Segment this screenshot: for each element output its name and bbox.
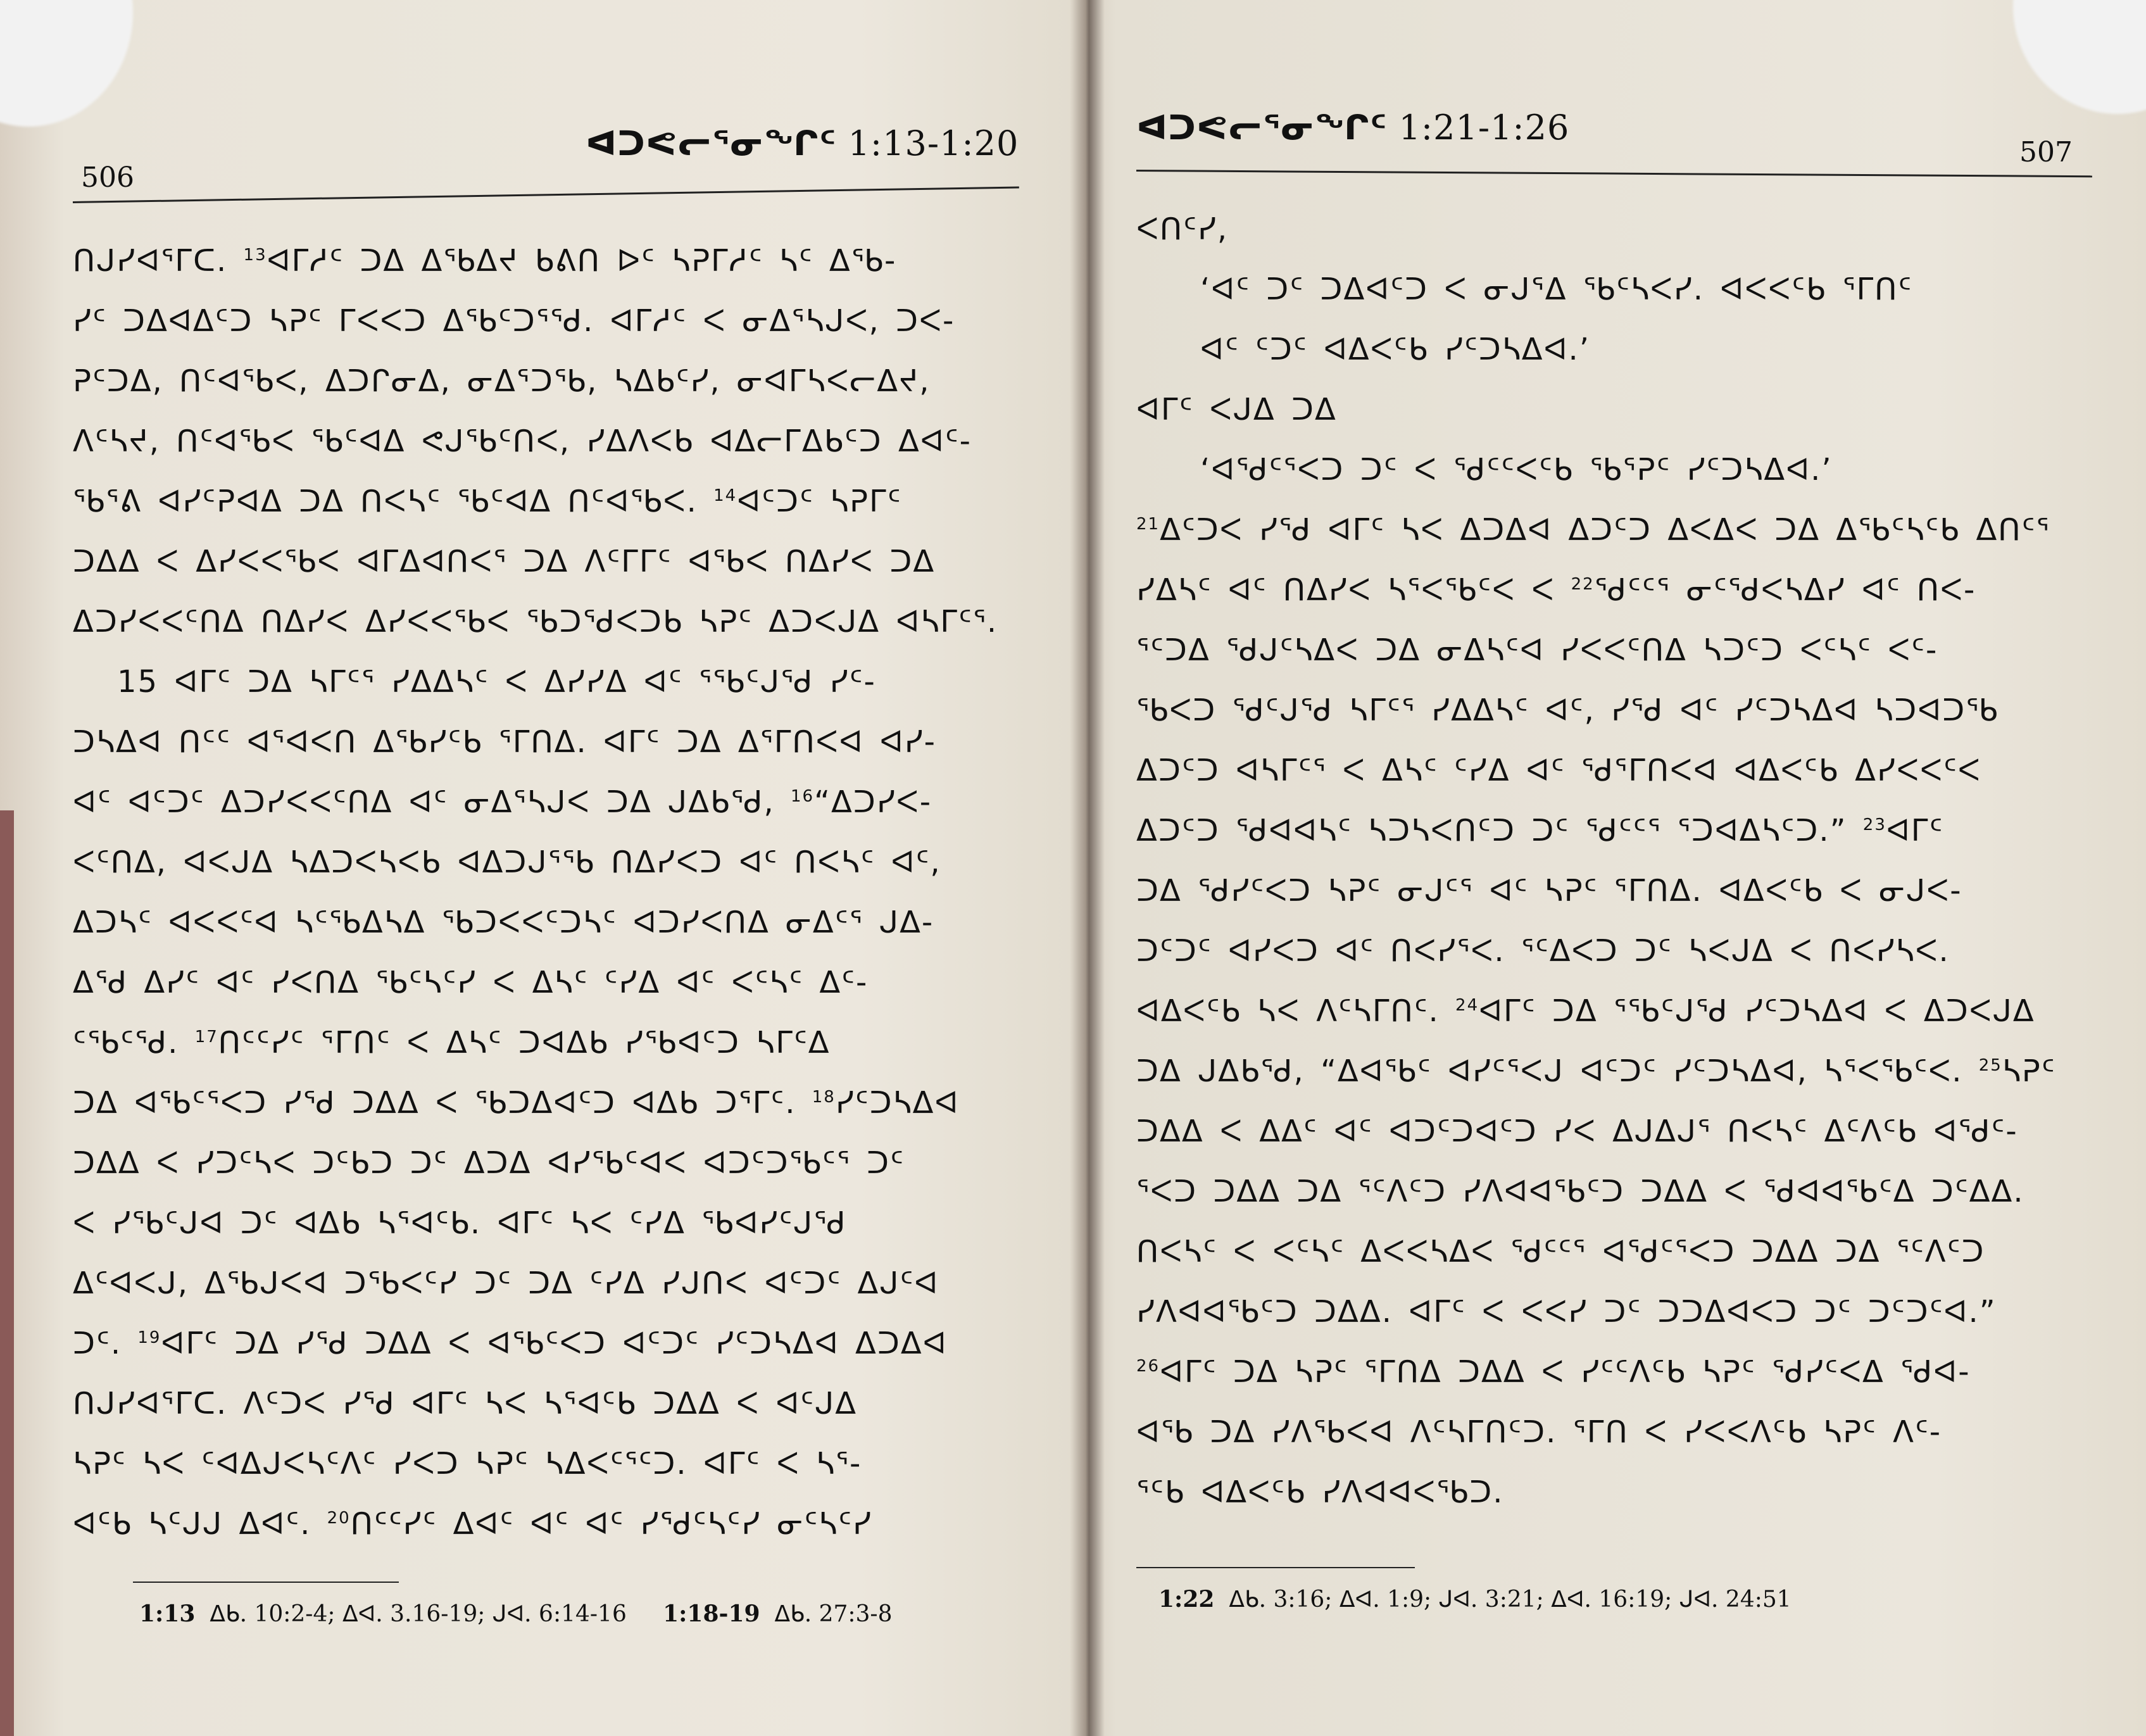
text-line: [1136, 861, 2099, 921]
text-line: [1136, 320, 2099, 380]
text-line: [1136, 981, 2099, 1041]
running-book-name: ᐊᑐᕙᓕᕐᓂᖏᑦ: [586, 123, 837, 163]
line-text: ᑐᓴᐃᐊ ᑎᑦᑦ ᐊᕐᐊᐸᑎ ᐃᖃᓯᑦᑲ ᕐᒥᑎᐃ. ᐊᒥᑦ ᑐᐃ ᐃᕐᒥᑎᐸᐊ ᐊᓯ-: [73, 724, 936, 760]
verse-number: 19: [137, 1328, 161, 1347]
line-text: ᓯᑦ ᑐᐃᐊᐃᑦᑐ ᓴᕈᑦ ᒥᐸᐸᑐ ᐃᖃᑦᑐᕐᖁ. ᐊᒥᓱᑦ ᐸ ᓂᐃᕐᓴᒍᐸ, ᑐᐸ-: [73, 303, 955, 339]
verse-number: 13: [243, 246, 267, 265]
verse-number: 24: [1455, 996, 1479, 1015]
line-text: ᓯᐱᐊᐊᖃᑦᑐ ᑐᐃᐃ. ᐊᒥᑦ ᐸ ᐸᐸᓯ ᑐᑦ ᑐᑐᐃᐊᐸᑐ ᑐᑦ ᑐᑦᑐᑦᐊ.”: [1136, 1294, 1997, 1330]
text-line: [73, 351, 1029, 412]
line-text: ᐱᑦᓴᔪ, ᑎᑦᐊᖃᐸ ᖃᑦᐊᐃ ᕙᒍᖃᑦᑎᐸ, ᓯᐃᐱᐸᑲ ᐊᐃᓕᒥᐃᑲᑦᑐ ᐃᐊᑦ-: [73, 424, 972, 459]
line-text: ᑦᖃᑦᖁ.: [73, 1025, 195, 1060]
line-text: ᐊᒥᓱᑦ ᑐᐃ ᐃᖃᐃᔪ ᑲᕕᑎ ᐅᑦ ᓴᕈᒥᓱᑦ ᓴᑦ ᐃᖃ-: [267, 243, 897, 279]
line-text: ᑐᐃ ᒍᐃᑲᖁ, “ᐃᐊᖃᑦ ᐊᓯᑦᕐᐸᒍ ᐊᑦᑐᑦ ᓯᑦᑐᓴᐃᐊ, ᓴᕐᐸᖃᑦᐸ.: [1136, 1054, 1979, 1089]
line-text: ᑐᐃ ᐊᖃᑦᕐᐸᑐ ᓯᖁ ᑐᐃᐃ ᐸ ᖃᑐᐃᐊᑦᑐ ᐊᐃᑲ ᑐᕐᒥᑦ.: [73, 1085, 812, 1121]
line-text: ᑐᐃᐃ ᐸ ᓯᑐᑦᓴᐸ ᑐᑦᑲᑐ ᑐᑦ ᐃᑐᐃ ᐊᓯᖃᑦᐊᐸ ᐊᑐᑦᑐᖃᑦᕐ ᑐᑦ: [73, 1145, 905, 1181]
line-text: ᐸᑦᑎᐃ, ᐊᐸᒍᐃ ᓴᐃᑐᐸᓴᐸᑲ ᐊᐃᑐᒍᕐᖃ ᑎᐃᓯᐸᑐ ᐊᑦ ᑎᐸᓴᑦ ᐊᑦ,: [73, 845, 941, 880]
verse-number: 16: [790, 787, 815, 806]
footnote: [1158, 1586, 1791, 1613]
text-line: [73, 291, 1029, 351]
text-line: [1136, 1041, 2099, 1102]
text-line: [73, 1133, 1029, 1193]
line-text: ᐊᒥᑦ: [1886, 813, 1944, 848]
text-line: [1136, 380, 2099, 440]
footnote-text: ᐃᑲ. 27:3-8: [774, 1601, 893, 1627]
line-text: ᓯᑦᑐᓴᐃᐊ: [835, 1085, 960, 1121]
line-text: ᓴᕈᑦ ᓴᐸ ᑦᐊᐃᒍᐸᓴᑦᐱᑦ ᓯᐸᑐ ᓴᕈᑦ ᓴᐃᐸᑦᕐᑦᑐ. ᐊᒥᑦ ᐸ ᓴᕐ-: [73, 1446, 862, 1481]
text-line: [73, 1073, 1029, 1133]
line-text: ᐸᑎᑦᓯ,: [1136, 211, 1229, 247]
line-text: ᑎᒍᓯᐊᕐᒥᑕ.: [73, 243, 244, 279]
text-line: [73, 472, 1029, 532]
text-line: [73, 652, 1029, 712]
text-line: [1136, 1282, 2099, 1342]
footnote-text: ᐃᑲ. 3:16; ᐃᐊ. 1:9; ᒍᐊ. 3:21; ᐃᐊ. 16:19; ᒍᐊ. 24:51: [1229, 1587, 1791, 1613]
page-number: 507: [2019, 136, 2073, 168]
verse-number: 25: [1978, 1056, 2002, 1075]
line-text: ᐊᑦᑲ ᓴᑦᒍᒍ ᐃᐊᑦ.: [73, 1506, 327, 1542]
text-line: [73, 893, 1029, 953]
footnote-ref: 1:13: [139, 1601, 196, 1627]
verse-number: 26: [1136, 1357, 1160, 1376]
line-text: ᑎᑦᑦᓯᑦ ᕐᒥᑎᑦ ᐸ ᐃᓴᑦ ᑐᐊᐃᑲ ᓯᖃᐊᑦᑐ ᓴᒥᑦᐃ: [218, 1025, 831, 1060]
running-header: [1136, 108, 1569, 148]
text-line: [73, 833, 1029, 893]
verse-number: 18: [812, 1088, 836, 1107]
line-text: ᕐᐸᑐ ᑐᐃᐃ ᑐᐃ ᕐᑦᐱᑦᑐ ᓯᐱᐊᐊᖃᑦᑐ ᑐᐃᐃ ᐸ ᖁᐊᐊᖃᑦᐃ ᑐᑦᐃᐃ.: [1136, 1174, 2024, 1209]
footnote-ref: 1:18-19: [663, 1601, 760, 1627]
text-line: [1136, 801, 2099, 861]
page-number: 506: [81, 161, 134, 194]
line-text: ᓯᐃᓴᑦ ᐊᑦ ᑎᐃᓯᐸ ᓴᕐᐸᖃᑦᐸ ᐸ: [1136, 572, 1571, 608]
line-text: ᐃᑐᓴᑦ ᐊᐸᐸᑦᐊ ᓴᑦᖃᐃᓴᐃ ᖃᑐᐸᐸᑦᑐᓴᑦ ᐊᑐᓯᐸᑎᐃ ᓂᐃᑦᕐ ᒍᐃ-: [73, 905, 934, 940]
text-line: [1136, 440, 2099, 500]
text-line: [73, 772, 1029, 833]
text-line: [73, 592, 1029, 652]
line-text: ᐊᑦ ᐊᑦᑐᑦ ᐃᑐᓯᐸᐸᑦᑎᐃ ᐊᑦ ᓂᐃᕐᓴᒍᐸ ᑐᐃ ᒍᐃᑲᖁ,: [73, 784, 791, 820]
line-text: ᕐᑦᑲ ᐊᐃᐸᑦᑲ ᓯᐱᐊᐊᐸᖃᑐ.: [1136, 1475, 1504, 1510]
running-header: [586, 123, 1019, 163]
line-text: ᑎᐸᓴᑦ ᐸ ᐸᑦᓴᑦ ᐃᐸᐸᓴᐃᐸ ᖁᑦᑦᕐ ᐊᖁᑦᕐᐸᑐ ᑐᐃᐃ ᑐᐃ ᕐᑦᐱᑦᑐ: [1136, 1234, 1985, 1269]
line-text: ᐃᑐᓯᐸᐸᑦᑎᐃ ᑎᐃᓯᐸ ᐃᓯᐸᐸᖃᐸ ᖃᑐᖁᐸᑐᑲ ᓴᕈᑦ ᐃᑐᐸᒍᐃ ᐊᓴᒥᑦᕐ.: [73, 604, 998, 639]
line-text: ᐃᑐᑦᑐ ᐊᓴᒥᑦᕐ ᐸ ᐃᓴᑦ ᑦᓯᐃ ᐊᑦ ᖁᕐᒥᑎᐸᐊ ᐊᐃᐸᑦᑲ ᐃᓯᐸᐸᑦᐸ: [1136, 753, 1981, 788]
line-text: ᐊᒥᑦ ᑐᐃ ᓴᕈᑦ ᕐᒥᑎᐃ ᑐᐃᐃ ᐸ ᓯᑦᑦᐱᑦᑲ ᓴᕈᑦ ᖁᓯᑦᐸᐃ ᖁᐊ-: [1160, 1354, 1971, 1390]
line-text: ᑐᐃ ᖁᓯᑦᐸᑐ ᓴᕈᑦ ᓂᒍᑦᕐ ᐊᑦ ᓴᕈᑦ ᕐᒥᑎᐃ. ᐊᐃᐸᑦᑲ ᐸ ᓂᒍᐸ-: [1136, 873, 1962, 909]
text-line: [1136, 1102, 2099, 1162]
line-text: ᓴᕈᑦ: [2002, 1054, 2056, 1089]
text-line: [73, 1013, 1029, 1073]
right-body-text: [1136, 199, 2099, 1523]
text-line: [1136, 1462, 2099, 1523]
text-line: [73, 1494, 1029, 1554]
text-line: [73, 1314, 1029, 1374]
text-line: [1136, 260, 2099, 320]
header-rule: [73, 187, 1019, 203]
verse-number: 22: [1571, 575, 1595, 594]
text-line: [73, 953, 1029, 1013]
text-line: [1136, 1342, 2099, 1402]
line-text: ᑐᑦᑐᑦ ᐊᓯᐸᑐ ᐊᑦ ᑎᐸᓯᕐᐸ. ᕐᑦᐃᐸᑐ ᑐᑦ ᓴᐸᒍᐃ ᐸ ᑎᐸᓯᓴᐸ.: [1136, 933, 1950, 969]
line-text: ᑐᐃᐃ ᐸ ᐃᐃᑦ ᐊᑦ ᐊᑐᑦᑐᐊᑦᑐ ᓯᐸ ᐃᒍᐃᒍᕐ ᑎᐸᓴᑦ ᐃᑦᐱᑦᑲ ᐊᖁᑦ-: [1136, 1114, 2018, 1149]
right-page: [1086, 0, 2146, 1736]
line-text: 15 ᐊᒥᑦ ᑐᐃ ᓴᒥᑦᕐ ᓯᐃᐃᓴᑦ ᐸ ᐃᓯᓯᐃ ᐊᑦ ᕐᖃᑦᒍᖁ ᓯᑦ-: [117, 664, 876, 700]
line-text: ‘ᐊᖁᑦᕐᐸᑐ ᑐᑦ ᐸ ᖁᑦᑦᐸᑦᑲ ᖃᕐᕈᑦ ᓯᑦᑐᓴᐃᐊ.’: [1136, 452, 1833, 487]
line-text: ᕐᑦᑐᐃ ᖁᒍᑦᓴᐃᐸ ᑐᐃ ᓂᐃᓴᑦᐊ ᓯᐸᐸᑦᑎᐃ ᓴᑐᑦᑐ ᐸᑦᓴᑦ ᐸᑦ-: [1136, 632, 1938, 668]
footnote-rule: [1136, 1567, 1415, 1568]
line-text: ᐃᑐᑦᑐ ᖁᐊᐊᓴᑦ ᓴᑐᓴᐸᑎᑦᑐ ᑐᑦ ᖁᑦᑦᕐ ᕐᑐᐊᐃᓴᑦᑐ.”: [1136, 813, 1863, 848]
text-line: [1136, 1402, 2099, 1462]
line-text: ᐊᖃ ᑐᐃ ᓯᐱᖃᐸᐊ ᐱᑦᓴᒥᑎᑦᑐ. ᕐᒥᑎ ᐸ ᓯᐸᐸᐱᑦᑲ ᓴᕈᑦ ᐱᑦ-: [1136, 1414, 1942, 1450]
text-line: [1136, 741, 2099, 801]
text-line: [1136, 500, 2099, 560]
header-rule: [1136, 170, 2092, 177]
footnote-rule: [133, 1582, 399, 1583]
line-text: ᑐᑦ.: [73, 1326, 138, 1361]
line-text: ᐊᐃᐸᑦᑲ ᓴᐸ ᐱᑦᓴᒥᑎᑦ.: [1136, 993, 1456, 1029]
text-line: [1136, 1162, 2099, 1222]
line-text: ᐊᑦᑐᑦ ᓴᕈᒥᑦ: [737, 484, 902, 519]
text-line: [1136, 1222, 2099, 1282]
line-text: ᐸ ᓯᖃᑦᒍᐊ ᑐᑦ ᐊᐃᑲ ᓴᕐᐊᑦᑲ. ᐊᒥᑦ ᓴᐸ ᑦᓯᐃ ᖃᐊᓯᑦᒍᖁ: [73, 1205, 847, 1241]
text-line: [73, 1374, 1029, 1434]
text-line: [73, 412, 1029, 472]
text-line: [1136, 681, 2099, 741]
footnote-ref: 1:22: [1158, 1586, 1215, 1613]
line-text: ‘ᐊᑦ ᑐᑦ ᑐᐃᐊᑦᑐ ᐸ ᓂᒍᕐᐃ ᖃᑦᓴᐸᓯ. ᐊᐸᐸᑦᑲ ᕐᒥᑎᑦ: [1136, 272, 1913, 307]
verse-number: 23: [1862, 815, 1886, 834]
footnote-text: ᐃᑲ. 10:2-4; ᐃᐊ. 3.16-19; ᒍᐊ. 6:14-16: [210, 1601, 627, 1627]
verse-number: 20: [327, 1509, 351, 1528]
line-text: ᖃᕐᕕ ᐊᓯᑦᕈᐊᐃ ᑐᐃ ᑎᐸᓴᑦ ᖃᑦᐊᐃ ᑎᑦᐊᖃᐸ.: [73, 484, 714, 519]
line-text: ᖁᑦᑦᕐ ᓂᑦᖁᐸᓴᐃᓯ ᐊᑦ ᑎᐸ-: [1594, 572, 1976, 608]
text-line: [73, 1434, 1029, 1494]
line-text: ᐊᒥᑦ ᑐᐃ ᕐᖃᑦᒍᖁ ᓯᑦᑐᓴᐃᐊ ᐸ ᐃᑐᐸᒍᐃ: [1479, 993, 2035, 1029]
line-text: ᐃᑦᑐᐸ ᓯᖁ ᐊᒥᑦ ᓴᐸ ᐃᑐᐃᐊ ᐃᑐᑦᑐ ᐃᐸᐃᐸ ᑐᐃ ᐃᖃᑦᓴᑦᑲ ᐃᑎᑦᕐ: [1160, 512, 2050, 548]
text-line: [73, 532, 1029, 592]
footnote: [139, 1601, 893, 1627]
text-line: [1136, 620, 2099, 681]
line-text: ᕈᑦᑐᐃ, ᑎᑦᐊᖃᐸ, ᐃᑐᒋᓂᐃ, ᓂᐃᕐᑐᖃ, ᓴᐃᑲᑦᓯ, ᓂᐊᒥᓴᐸᓕᐃᔪ,: [73, 363, 931, 399]
line-text: ᑐᐃᐃ ᐸ ᐃᓯᐸᐸᖃᐸ ᐊᒥᐃᐊᑎᐸᕐ ᑐᐃ ᐱᑦᒥᒥᑦ ᐊᖃᐸ ᑎᐃᓯᐸ ᑐᐃ: [73, 544, 936, 579]
line-text: ᐊᒥᑦ ᑐᐃ ᓯᖁ ᑐᐃᐃ ᐸ ᐊᖃᑦᐸᑐ ᐊᑦᑐᑦ ᓯᑦᑐᓴᐃᐊ ᐃᑐᐃᐊ: [161, 1326, 948, 1361]
line-text: ᑎᒍᓯᐊᕐᒥᑕ. ᐱᑦᑐᐸ ᓯᖁ ᐊᒥᑦ ᓴᐸ ᓴᕐᐊᑦᑲ ᑐᐃᐃ ᐸ ᐊᑦᒍᐃ: [73, 1386, 858, 1421]
text-line: [1136, 199, 2099, 260]
verse-number: 14: [713, 486, 737, 505]
verse-number: 21: [1136, 515, 1160, 534]
line-text: ᐃᖁ ᐃᓯᑦ ᐊᑦ ᓯᐸᑎᐃ ᖃᑦᓴᑦᓯ ᐸ ᐃᓴᑦ ᑦᓯᐃ ᐊᑦ ᐸᑦᓴᑦ ᐃᑦ-: [73, 965, 869, 1000]
text-line: [1136, 560, 2099, 620]
verse-number: 17: [194, 1028, 218, 1047]
line-text: ᐃᑦᐊᐸᒍ, ᐃᖃᒍᐸᐊ ᑐᖃᐸᑦᓯ ᑐᑦ ᑐᐃ ᑦᓯᐃ ᓯᒍᑎᐸ ᐊᑦᑐᑦ ᐃᒍᑦᐊ: [73, 1266, 939, 1301]
text-line: [73, 1193, 1029, 1254]
text-line: [1136, 921, 2099, 981]
left-body-text: [73, 231, 1029, 1554]
line-text: ᐊᑦ ᑦᑐᑦ ᐊᐃᐸᑦᑲ ᓯᑦᑐᓴᐃᐊ.’: [1136, 332, 1591, 367]
text-line: [73, 712, 1029, 772]
line-text: “ᐃᑐᓯᐸ-: [814, 784, 932, 820]
running-range: 1:21-1:26: [1398, 108, 1570, 148]
running-book-name: ᐊᑐᕙᓕᕐᓂᖏᑦ: [1136, 108, 1388, 148]
running-range: 1:13-1:20: [848, 123, 1019, 163]
line-text: ᑎᑦᑦᓯᑦ ᐃᐊᑦ ᐊᑦ ᐊᑦ ᓯᖁᑦᓴᑦᓯ ᓂᑦᓴᑦᓯ: [350, 1506, 872, 1542]
line-text: ᖃᐸᑐ ᖁᑦᒍᖁ ᓴᒥᑦᕐ ᓯᐃᐃᓴᑦ ᐊᑦ, ᓯᖁ ᐊᑦ ᓯᑦᑐᓴᐃᐊ ᓴᑐᐊᑐᖃ: [1136, 693, 1999, 728]
line-text: ᐊᒥᑦ ᐸᒍᐃ ᑐᐃ: [1136, 392, 1337, 427]
text-line: [73, 1254, 1029, 1314]
text-line: [73, 231, 1029, 291]
